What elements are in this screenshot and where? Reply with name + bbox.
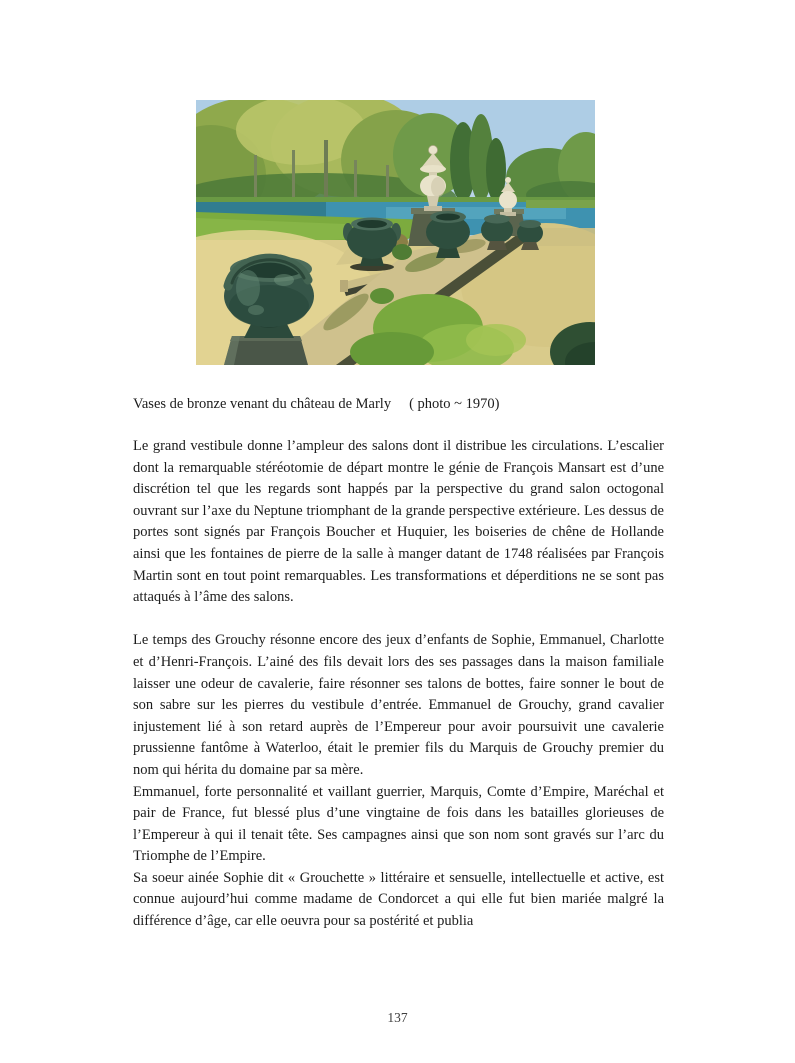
photo-frame	[196, 100, 595, 365]
garden-photo	[196, 100, 595, 365]
photo-foreground-vase	[224, 256, 314, 365]
page-number: 137	[387, 1010, 408, 1025]
caption-note: ( photo ~ 1970)	[409, 396, 500, 412]
body-paragraph: Le grand vestibule donne l’ampleur des salons dont il distribue les circulations. L’escalier dont la remarquable stéréotomie de départ montre le génie de François Mansart est d’une discrétion tel que les regards sont happés par la perspective du grand salon octogonal ouvrant sur l’axe du Neptune triomphant de la grande perspective extérieure. Les dessus de portes sont signés par François Boucher et Huquier, les boiseries de chêne de Hollande ainsi que les fontaines de pierre de la salle à manger datant de 1748 réalisées par François Martin sont en tout point remarquables. Les transformations et déperditions ne se sont pas attaqués à l’âme des salons.	[133, 438, 664, 606]
body-text	[133, 436, 664, 933]
body-paragraph: Emmanuel, forte personnalité et vaillant guerrier, Marquis, Comte d’Empire, Maréchal et pair de France, fut blessé plus d’une vingtaine de fois dans les batailles glorieuses de l’Empereur à qui il tenait tête. Ses campagnes ainsi que son nom sont gravés sur l’arc du Triomphe de l’Empire.	[133, 783, 664, 865]
photo-caption	[133, 396, 678, 413]
body-paragraph: Sa soeur ainée Sophie dit « Grouchette » littéraire et sensuelle, intellectuelle et active, est connue aujourd’hui comme madame de Condorcet a qui elle fut bien mariée malgré la différence d’âge, car elle oeuvra pour sa postérité et publia	[133, 869, 664, 930]
caption-text: Vases de bronze venant du château de Marly	[133, 396, 392, 412]
body-paragraph: Le temps des Grouchy résonne encore des jeux d’enfants de Sophie, Emmanuel, Charlotte et d’Henri-François. L’ainé des fils devait lors des ses passages dans la maison familiale laisser une odeur de cavalerie, faire résonner ses talons de bottes, faire sonner le bout de son sabre sur les pierres du vestibule d’entrée. Emmanuel de Grouchy, grand cavalier injustement lié à son retard auprès de l’Empereur pour avoir poursuivit une cavalerie prussienne fantôme à Waterloo, était le premier fils du Marquis de Grouchy premier du nom qui hérita du domaine par sa mère.	[133, 632, 664, 778]
